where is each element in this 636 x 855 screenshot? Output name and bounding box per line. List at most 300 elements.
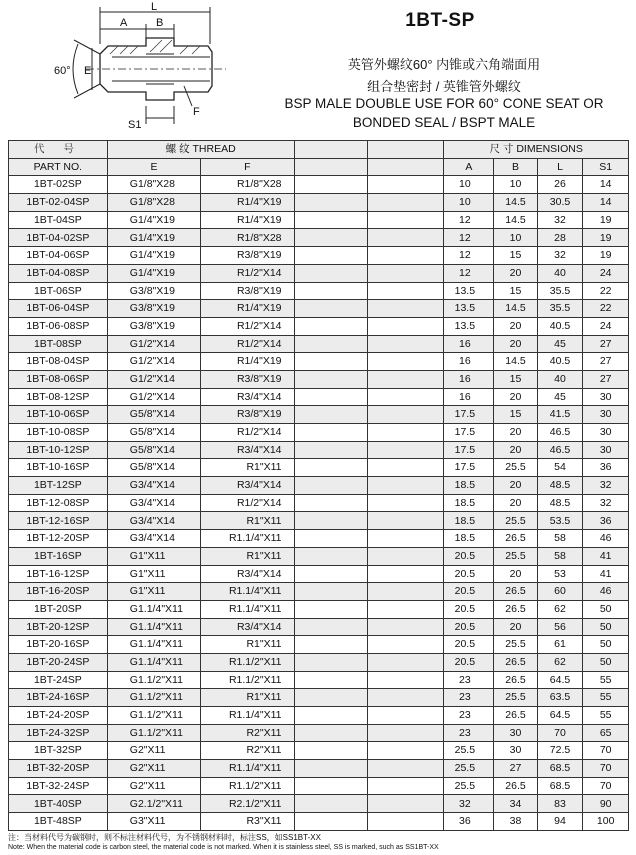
cell-empty [294,406,368,424]
cell-part-no: 1BT-24-32SP [9,724,108,742]
cell-empty [294,813,368,831]
product-title: 1BT-SP [405,10,475,31]
cell-dim-a: 13.5 [444,300,494,318]
cell-dim-a: 12 [444,229,494,247]
cell-empty [368,176,444,194]
table-row [9,388,629,406]
cell-empty [368,441,444,459]
cell-dim-b: 38 [494,813,537,831]
cell-dim-l: 53.5 [537,512,583,530]
cell-part-no: 1BT-16SP [9,547,108,565]
cell-empty [294,795,368,813]
cell-dim-s1: 30 [583,388,629,406]
table-row [9,264,629,282]
spec-table [8,140,629,831]
cell-dim-s1: 41 [583,565,629,583]
table-row [9,689,629,707]
cell-empty [294,600,368,618]
cell-empty [368,530,444,548]
cell-thread-f: R1/2"X14 [201,494,294,512]
cell-empty [294,777,368,795]
cell-dim-l: 63.5 [537,689,583,707]
cell-dim-s1: 30 [583,406,629,424]
cell-thread-f: R3/8"X19 [201,406,294,424]
cell-dim-l: 35.5 [537,300,583,318]
cell-empty [294,512,368,530]
cell-dim-l: 40 [537,264,583,282]
cell-dim-b: 15 [494,406,537,424]
cell-empty [294,689,368,707]
cell-dim-l: 64.5 [537,671,583,689]
table-row [9,247,629,265]
cell-empty [368,229,444,247]
cell-thread-f: R1/4"X19 [201,300,294,318]
cell-thread-e: G1.1/4"X11 [107,618,200,636]
cell-thread-f: R1/2"X14 [201,335,294,353]
cell-dim-s1: 30 [583,424,629,442]
cell-dim-b: 25.5 [494,459,537,477]
cell-empty [368,636,444,654]
label-s1: S1 [128,119,142,131]
cell-dim-l: 58 [537,530,583,548]
cell-empty [368,547,444,565]
cell-dim-b: 20 [494,494,537,512]
header-dimensions: 尺 寸 DIMENSIONS [444,141,629,159]
cell-thread-f: R1/8"X28 [201,176,294,194]
cell-dim-a: 12 [444,264,494,282]
cell-thread-e: G5/8"X14 [107,424,200,442]
cell-empty [368,406,444,424]
cell-dim-l: 48.5 [537,477,583,495]
cell-dim-s1: 90 [583,795,629,813]
cell-thread-f: R1"X11 [201,636,294,654]
cell-empty [294,282,368,300]
cell-dim-l: 41.5 [537,406,583,424]
cell-dim-b: 27 [494,760,537,778]
cell-thread-e: G1.1/4"X11 [107,600,200,618]
cell-thread-f: R1/8"X28 [201,229,294,247]
cell-dim-a: 16 [444,370,494,388]
cell-dim-s1: 46 [583,583,629,601]
cell-empty [368,459,444,477]
cell-dim-s1: 24 [583,264,629,282]
cell-thread-e: G1/2"X14 [107,388,200,406]
cell-dim-l: 68.5 [537,777,583,795]
cell-thread-f: R1"X11 [201,512,294,530]
cell-thread-f: R3/8"X19 [201,282,294,300]
cell-empty [294,742,368,760]
cell-thread-f: R1/2"X14 [201,424,294,442]
label-angle: 60° [54,65,71,77]
cell-part-no: 1BT-10-16SP [9,459,108,477]
label-f: F [193,106,200,118]
note-en: Note: When the material code is carbon steel, the material code is not marked. When it is stainless steel, SS is marked, such as SS1BT-XX [8,844,439,851]
cell-dim-a: 25.5 [444,777,494,795]
cell-empty [294,477,368,495]
cell-dim-a: 18.5 [444,530,494,548]
cell-empty [368,777,444,795]
cell-dim-s1: 22 [583,300,629,318]
cell-dim-a: 20.5 [444,600,494,618]
table-row [9,760,629,778]
cell-dim-b: 26.5 [494,530,537,548]
description-en-1: BSP MALE DOUBLE USE FOR 60° CONE SEAT OR [284,96,604,111]
cell-empty [368,707,444,725]
label-b: B [156,17,164,29]
cell-dim-s1: 27 [583,370,629,388]
header-s1: S1 [583,158,629,176]
cell-dim-b: 26.5 [494,583,537,601]
cell-thread-e: G1/2"X14 [107,353,200,371]
cell-dim-l: 62 [537,600,583,618]
note-cn: 注：当材料代号为碳钢时，则不标注材料代号，为不锈钢材料时，标注SS，如SS1BT-XX [8,833,321,842]
table-row [9,777,629,795]
cell-part-no: 1BT-12-16SP [9,512,108,530]
cell-empty [294,176,368,194]
cell-thread-e: G1.1/2"X11 [107,689,200,707]
cell-dim-b: 34 [494,795,537,813]
table-row [9,512,629,530]
cell-empty [294,653,368,671]
header-b: B [494,158,537,176]
cell-empty [294,194,368,212]
cell-dim-a: 18.5 [444,512,494,530]
cell-empty [294,424,368,442]
cell-dim-a: 20.5 [444,636,494,654]
cell-dim-s1: 55 [583,707,629,725]
cell-dim-s1: 22 [583,282,629,300]
cell-empty [368,300,444,318]
cell-thread-f: R1"X11 [201,459,294,477]
cell-dim-b: 20 [494,317,537,335]
cell-thread-e: G3/8"X19 [107,282,200,300]
cell-thread-e: G2"X11 [107,742,200,760]
cell-dim-l: 64.5 [537,707,583,725]
cell-dim-s1: 19 [583,247,629,265]
cell-thread-f: R1.1/4"X11 [201,530,294,548]
cell-part-no: 1BT-10-08SP [9,424,108,442]
cell-dim-b: 20 [494,618,537,636]
cell-dim-b: 30 [494,724,537,742]
cell-thread-f: R1.1/4"X11 [201,583,294,601]
cell-dim-l: 40.5 [537,317,583,335]
cell-empty [368,795,444,813]
cell-thread-e: G3/4"X14 [107,512,200,530]
cell-dim-b: 25.5 [494,547,537,565]
cell-thread-e: G1/2"X14 [107,370,200,388]
cell-dim-a: 36 [444,813,494,831]
header-thread: 螺 纹 THREAD [107,141,294,159]
cell-thread-e: G1/4"X19 [107,247,200,265]
cell-dim-b: 15 [494,370,537,388]
cell-part-no: 1BT-24-16SP [9,689,108,707]
cell-thread-f: R3/8"X19 [201,370,294,388]
cell-dim-b: 20 [494,335,537,353]
header-f: F [201,158,294,176]
cell-dim-b: 14.5 [494,353,537,371]
cell-dim-a: 13.5 [444,282,494,300]
cell-part-no: 1BT-04-06SP [9,247,108,265]
cell-dim-s1: 14 [583,194,629,212]
cell-dim-l: 26 [537,176,583,194]
table-row [9,194,629,212]
cell-part-no: 1BT-20SP [9,600,108,618]
table-row [9,335,629,353]
cell-dim-l: 48.5 [537,494,583,512]
cell-dim-a: 16 [444,335,494,353]
cell-part-no: 1BT-40SP [9,795,108,813]
cell-empty [294,388,368,406]
cell-part-no: 1BT-04SP [9,211,108,229]
table-row [9,282,629,300]
table-row [9,636,629,654]
header-l: L [537,158,583,176]
cell-dim-l: 62 [537,653,583,671]
cell-empty [294,583,368,601]
cell-empty [368,671,444,689]
cell-dim-l: 35.5 [537,282,583,300]
cell-dim-a: 18.5 [444,494,494,512]
header-part-no: PART NO. [9,158,108,176]
cell-empty [368,247,444,265]
cell-dim-a: 23 [444,724,494,742]
cell-thread-f: R2.1/2"X11 [201,795,294,813]
cell-dim-l: 70 [537,724,583,742]
cell-empty [294,317,368,335]
cell-dim-s1: 50 [583,636,629,654]
label-l: L [151,2,158,13]
cell-dim-a: 12 [444,247,494,265]
cell-empty [368,618,444,636]
cell-thread-e: G1.1/2"X11 [107,671,200,689]
cell-dim-a: 17.5 [444,459,494,477]
cell-dim-a: 13.5 [444,317,494,335]
cell-dim-b: 20 [494,477,537,495]
cell-dim-a: 16 [444,388,494,406]
cell-thread-f: R3"X11 [201,813,294,831]
cell-empty [368,724,444,742]
description-cn-1: 英管外螺纹60° 内锥或六角端面用 [347,57,541,72]
table-row [9,600,629,618]
table-row [9,547,629,565]
cell-dim-a: 32 [444,795,494,813]
cell-dim-l: 56 [537,618,583,636]
cell-empty [368,813,444,831]
cell-empty [368,565,444,583]
cell-dim-s1: 55 [583,671,629,689]
cell-dim-a: 10 [444,176,494,194]
cell-empty [368,194,444,212]
cell-dim-s1: 27 [583,335,629,353]
cell-dim-a: 23 [444,671,494,689]
cell-thread-e: G3/8"X19 [107,300,200,318]
cell-dim-s1: 36 [583,459,629,477]
table-row [9,742,629,760]
cell-dim-l: 30.5 [537,194,583,212]
cell-dim-l: 46.5 [537,441,583,459]
cell-part-no: 1BT-02SP [9,176,108,194]
cell-dim-a: 17.5 [444,424,494,442]
cell-dim-l: 28 [537,229,583,247]
cell-part-no: 1BT-32-20SP [9,760,108,778]
cell-dim-b: 20 [494,424,537,442]
cell-dim-s1: 14 [583,176,629,194]
cell-thread-e: G1.1/2"X11 [107,707,200,725]
cell-dim-s1: 36 [583,512,629,530]
cell-empty [368,353,444,371]
table-row [9,370,629,388]
cell-dim-a: 18.5 [444,477,494,495]
table-row [9,459,629,477]
cell-part-no: 1BT-16-12SP [9,565,108,583]
cell-dim-a: 25.5 [444,742,494,760]
cell-thread-e: G1"X11 [107,565,200,583]
cell-dim-s1: 46 [583,530,629,548]
cell-empty [294,353,368,371]
cell-thread-f: R1.1/2"X11 [201,777,294,795]
cell-thread-f: R1/2"X14 [201,264,294,282]
cell-empty [368,512,444,530]
cell-part-no: 1BT-20-24SP [9,653,108,671]
cell-dim-s1: 100 [583,813,629,831]
cell-thread-f: R3/4"X14 [201,565,294,583]
cell-part-no: 1BT-24SP [9,671,108,689]
cell-thread-f: R1.1/2"X11 [201,671,294,689]
cell-dim-a: 23 [444,707,494,725]
cell-empty [294,724,368,742]
cell-empty [368,653,444,671]
cell-dim-s1: 19 [583,211,629,229]
cell-empty [294,547,368,565]
header-gap-1 [294,141,368,159]
cell-dim-a: 17.5 [444,441,494,459]
cell-dim-l: 45 [537,388,583,406]
cell-thread-f: R1/4"X19 [201,211,294,229]
cell-thread-e: G1.1/2"X11 [107,724,200,742]
cell-empty [368,335,444,353]
cell-part-no: 1BT-08SP [9,335,108,353]
header [0,0,636,140]
cell-dim-b: 20 [494,388,537,406]
cell-dim-b: 14.5 [494,300,537,318]
cell-empty [294,636,368,654]
cell-empty [368,494,444,512]
cell-dim-b: 25.5 [494,636,537,654]
cell-part-no: 1BT-20-12SP [9,618,108,636]
cell-thread-e: G1/4"X19 [107,264,200,282]
cell-dim-l: 58 [537,547,583,565]
cell-dim-s1: 70 [583,777,629,795]
cell-dim-s1: 50 [583,653,629,671]
cell-thread-e: G1"X11 [107,583,200,601]
cell-dim-a: 20.5 [444,653,494,671]
cell-part-no: 1BT-08-04SP [9,353,108,371]
cell-dim-l: 68.5 [537,760,583,778]
header-gap-2 [368,141,444,159]
table-row [9,653,629,671]
cell-thread-e: G1.1/4"X11 [107,636,200,654]
table-row [9,424,629,442]
cell-empty [294,707,368,725]
cell-dim-b: 10 [494,176,537,194]
table-row [9,317,629,335]
cell-part-no: 1BT-24-20SP [9,707,108,725]
cell-part-no: 1BT-06-08SP [9,317,108,335]
cell-thread-f: R1/2"X14 [201,317,294,335]
cell-dim-b: 14.5 [494,194,537,212]
cell-part-no: 1BT-08-12SP [9,388,108,406]
cell-dim-l: 61 [537,636,583,654]
cell-dim-b: 15 [494,282,537,300]
cell-thread-f: R3/4"X14 [201,388,294,406]
cell-thread-e: G1/4"X19 [107,229,200,247]
cell-empty [294,370,368,388]
cell-empty [294,459,368,477]
cell-dim-b: 26.5 [494,777,537,795]
cell-empty [368,760,444,778]
cell-thread-f: R1.1/4"X11 [201,760,294,778]
cell-dim-l: 94 [537,813,583,831]
cell-dim-b: 25.5 [494,689,537,707]
header-gap-4 [368,158,444,176]
cell-dim-s1: 41 [583,547,629,565]
cell-dim-l: 45 [537,335,583,353]
cell-dim-s1: 55 [583,689,629,707]
cell-dim-s1: 70 [583,742,629,760]
cell-part-no: 1BT-16-20SP [9,583,108,601]
cell-dim-b: 26.5 [494,600,537,618]
cell-thread-f: R1"X11 [201,547,294,565]
cell-part-no: 1BT-10-06SP [9,406,108,424]
cell-empty [294,760,368,778]
cell-dim-l: 46.5 [537,424,583,442]
cell-empty [294,300,368,318]
cell-part-no: 1BT-08-06SP [9,370,108,388]
cell-part-no: 1BT-32SP [9,742,108,760]
cell-empty [294,247,368,265]
table-row [9,176,629,194]
cell-thread-e: G1/8"X28 [107,176,200,194]
cell-part-no: 1BT-12-08SP [9,494,108,512]
cell-empty [368,317,444,335]
label-a: A [120,17,128,29]
cell-thread-f: R1/4"X19 [201,194,294,212]
cell-dim-s1: 24 [583,317,629,335]
table-row [9,353,629,371]
table-row [9,565,629,583]
cell-dim-b: 10 [494,229,537,247]
cell-thread-e: G2"X11 [107,760,200,778]
cell-thread-f: R2"X11 [201,724,294,742]
cell-dim-l: 32 [537,211,583,229]
cell-thread-f: R1"X11 [201,689,294,707]
table-row [9,583,629,601]
cell-thread-e: G2.1/2"X11 [107,795,200,813]
cell-empty [368,477,444,495]
cell-dim-b: 14.5 [494,211,537,229]
header-code: 代 号 [9,141,108,159]
cell-thread-e: G3/4"X14 [107,530,200,548]
cell-dim-s1: 19 [583,229,629,247]
label-e: E [84,65,92,77]
table-row [9,707,629,725]
cell-empty [294,530,368,548]
cell-empty [294,264,368,282]
cell-dim-a: 12 [444,211,494,229]
cell-dim-s1: 32 [583,477,629,495]
table-row [9,795,629,813]
cell-dim-l: 40 [537,370,583,388]
